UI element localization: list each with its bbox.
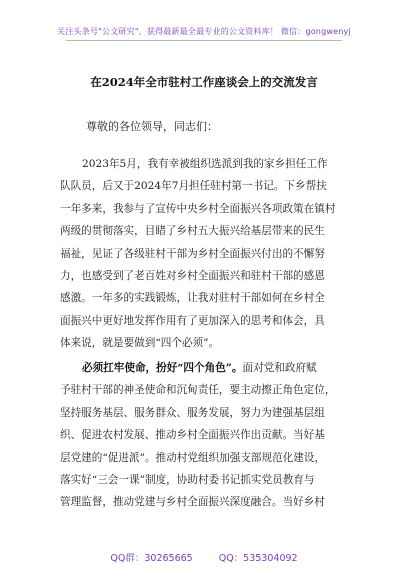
footer-contact <box>0 550 408 564</box>
paragraph-line: 2023年5月，我有幸被组织选派到我的家乡担任工作 <box>82 158 328 170</box>
paragraph-line: 福祉，见证了各级驻村干部为乡村全面振兴付出的不懈努 <box>60 247 325 260</box>
document-title: 在2024年全市驻村工作座谈会上的交流发言 <box>90 75 318 89</box>
paragraph-line: 队队员，后又于2024年7月担任驻村第一书记。下乡帮扶 <box>60 180 327 193</box>
paragraph-line: 感激。一年多的实践锻炼，让我对驻村干部如何在乡村全 <box>60 292 325 305</box>
footer-qq-group: QQ群：30265665 <box>110 553 193 564</box>
paragraph-line: 坚持服务基层、服务群众、服务发展，努力为建强基层组 <box>60 406 325 419</box>
paragraph-line: 予驻村干部的神圣使命和沉甸责任，要主动擦正角色定位， <box>60 384 336 397</box>
salutation: 尊敬的各位领导，同志们： <box>86 120 218 133</box>
paragraph-line: 两级的贯彻落实，目睹了乡村五大振兴给基层带来的民生 <box>60 225 325 238</box>
paragraph-line: 管理监督，推动党建与乡村全面振兴深度融合。当好乡村 <box>60 496 325 509</box>
paragraph-lead-rest: 面对党和政府赋 <box>242 362 317 374</box>
paragraph-line: 织、促进农村发展、推动乡村全面振兴作出贡献。当好基 <box>60 429 325 442</box>
header-banner: 关注头条号"公文研究"，获得最新最全最专业的公文资料库！ 微信：gongwenyj <box>57 27 351 36</box>
paragraph-line: 力，也感受到了老百姓对乡村全面振兴和驻村干部的感恩 <box>60 270 325 283</box>
paragraph-2 <box>60 357 350 514</box>
paragraph-line: 层党建的“促进派”。推动村党组织加强支部规范化建设， <box>60 451 326 464</box>
paragraph-1 <box>60 153 350 355</box>
paragraph-line: 体来说，就是要做到“四个必须”。 <box>60 337 220 350</box>
paragraph-line: 面振兴中更好地发挥作用有了更加深入的思考和体会，具 <box>60 314 325 327</box>
paragraph-line: 落实好“三会一课”制度，协助村委书记抓实党员教育与 <box>60 474 315 487</box>
section-heading: 必须扛牢使命，扮好“四个角色”。 <box>82 362 243 374</box>
footer-qq: QQ：535304092 <box>218 553 298 564</box>
paragraph-line: 一年多来，我参与了宣传中央乡村全面振兴各项政策在镇村 <box>60 202 336 215</box>
paragraph-lead-line <box>60 357 350 379</box>
header-divider <box>66 40 342 41</box>
